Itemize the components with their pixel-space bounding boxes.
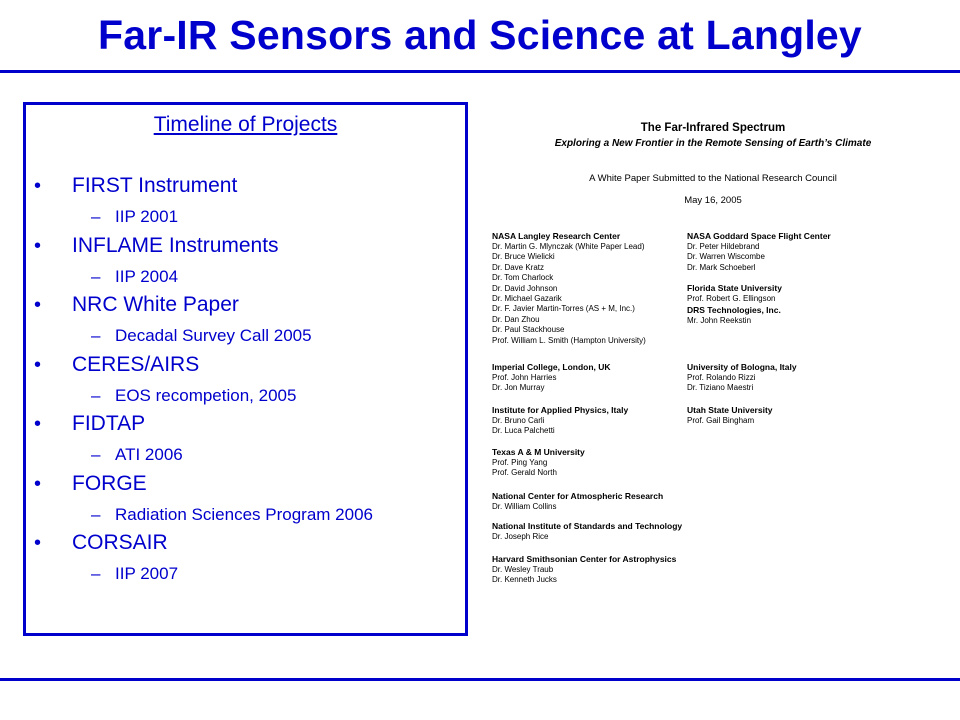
author-group [687,231,887,273]
author-name: Dr. Bruno Carli [492,416,545,425]
author-group [492,521,692,542]
project-name: • CORSAIR [72,530,168,556]
author-name: Dr. William Collins [492,502,557,511]
institution-name: National Institute of Standards and Technology [492,521,683,531]
institution-name: NASA Goddard Space Flight Center [687,231,831,241]
author-name: Dr. Kenneth Jucks [492,575,557,585]
institution-name: DRS Technologies, Inc. [687,305,781,315]
project-item [26,292,465,352]
author-name: Dr. David Johnson [492,283,558,293]
project-detail: – ATI 2006 [115,445,183,465]
project-detail: – IIP 2007 [115,564,178,584]
author-group [492,231,692,346]
author-group [492,362,692,394]
project-item [26,173,465,233]
paper-submission-note: A White Paper Submitted to the National Research Council [589,173,837,184]
author-group [687,362,887,394]
paper-date: May 16, 2005 [684,195,742,206]
institution-name: Texas A & M University [492,447,585,457]
project-item [26,530,465,590]
project-item [26,352,465,412]
author-name: Mr. John Reekstin [687,316,752,325]
author-name: Prof. Ping Yang [492,458,548,467]
author-group [492,405,692,437]
institution-name: Imperial College, London, UK [492,362,611,372]
author-name: Prof. Gerald North [492,468,557,478]
author-name: Dr. Jon Murray [492,383,545,393]
institution-name: Harvard Smithsonian Center for Astrophysics [492,554,677,564]
project-name: • FIRST Instrument [72,173,237,199]
project-item [26,233,465,293]
author-name: Prof. Gail Bingham [687,416,755,425]
author-name: Dr. Mark Schoeberl [687,262,756,272]
author-name: Dr. Warren Wiscombe [687,252,765,262]
author-name: Prof. Robert G. Ellingson [687,294,776,303]
institution-name: Florida State University [687,283,782,293]
author-name: Dr. Martin G. Mlynczak (White Paper Lead) [492,242,645,251]
timeline-heading: Timeline of Projects [153,113,338,136]
institution-name: Utah State University [687,405,773,415]
institution-name: National Center for Atmospheric Research [492,491,664,501]
author-group [687,405,887,426]
author-name: Dr. Wesley Traub [492,565,554,574]
author-name: Dr. Dave Kratz [492,262,545,272]
timeline-panel [23,102,468,636]
project-name: • CERES/AIRS [72,352,199,378]
institution-name: NASA Langley Research Center [492,231,621,241]
author-group [492,554,692,586]
author-group [687,283,887,304]
project-detail: – Decadal Survey Call 2005 [115,326,312,346]
author-name: Dr. F. Javier Martin-Torres (AS + M, Inc.) [492,304,635,314]
author-group [492,491,692,512]
author-name: Dr. Joseph Rice [492,532,549,541]
slide-title: Far-IR Sensors and Science at Langley [98,12,862,58]
paper-subtitle: Exploring a New Frontier in the Remote Sensing of Earth’s Climate [554,138,872,149]
project-detail: – IIP 2004 [115,267,178,287]
author-name: Dr. Michael Gazarik [492,294,562,304]
project-detail: – IIP 2001 [115,207,178,227]
author-group [492,447,692,479]
paper-title: The Far-Infrared Spectrum [640,122,786,134]
author-name: Dr. Tiziano Maestri [687,383,754,393]
project-name: • INFLAME Instruments [72,233,279,259]
project-name: • NRC White Paper [72,292,239,318]
author-name: Dr. Bruce Wielicki [492,252,555,262]
author-name: Dr. Dan Zhou [492,314,540,324]
author-group [687,305,887,326]
white-paper-cover [478,100,948,620]
institution-name: University of Bologna, Italy [687,362,797,372]
project-name: • FORGE [72,471,147,497]
project-detail: – Radiation Sciences Program 2006 [115,505,373,525]
title-divider [0,70,960,73]
project-item [26,411,465,471]
project-list [26,173,465,590]
footer-divider [0,678,960,681]
author-name: Dr. Paul Stackhouse [492,325,565,335]
author-name: Dr. Luca Palchetti [492,426,555,436]
author-name: Prof. John Harries [492,373,557,382]
project-item [26,471,465,531]
author-name: Prof. Rolando Rizzi [687,373,756,382]
author-name: Dr. Peter Hildebrand [687,242,760,251]
project-detail: – EOS recompetion, 2005 [115,386,296,406]
institution-name: Institute for Applied Physics, Italy [492,405,629,415]
author-name: Dr. Tom Charlock [492,273,554,283]
author-name: Prof. William L. Smith (Hampton University) [492,335,646,345]
project-name: • FIDTAP [72,411,145,437]
